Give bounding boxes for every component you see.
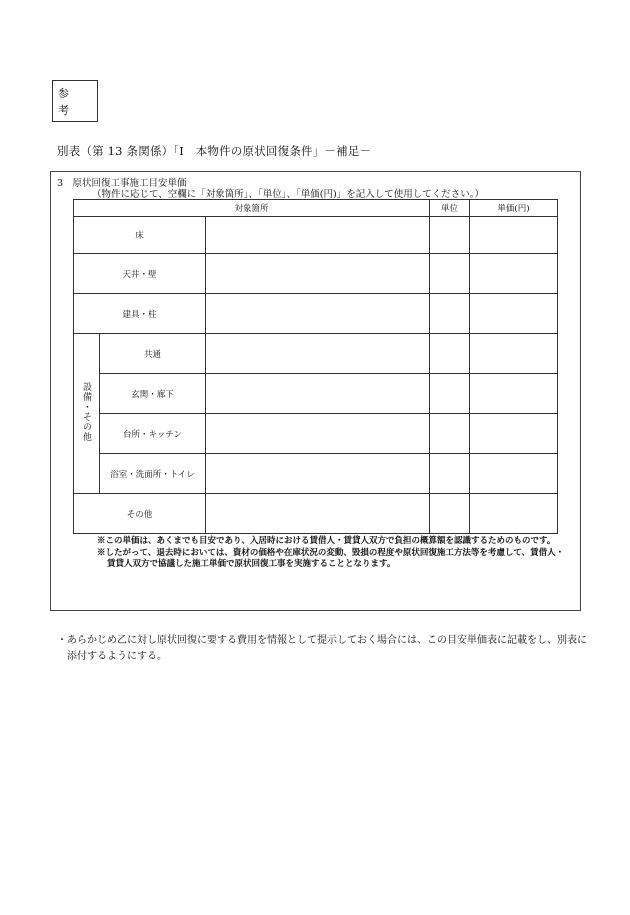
target-cell (206, 334, 430, 374)
table-row (74, 414, 558, 454)
row-label-entrance-hallway: 玄関・廊下 (100, 374, 206, 414)
row-label-bathroom: 浴室・洗面所・トイレ (100, 454, 206, 494)
price-cell (470, 334, 558, 374)
unit-cell (430, 494, 470, 534)
row-label-others: その他 (74, 494, 206, 534)
target-cell (206, 494, 430, 534)
document-title: 別表（第 13 条関係）「Ⅰ 本物件の原状回復条件」－補足－ (57, 144, 372, 158)
target-cell (206, 374, 430, 414)
target-cell (206, 414, 430, 454)
header-target: 対象箇所 (74, 200, 430, 217)
table-row (74, 334, 558, 374)
section-instruction: （物件に応じて、空欄に「対象箇所」、「単位」、「単価(円)」を記入して使用してください。） (92, 189, 484, 200)
table-row (74, 374, 558, 414)
target-cell (206, 254, 430, 294)
target-cell (206, 217, 430, 254)
table-notes (97, 536, 567, 571)
note-estimate: ※この単価は、あくまでも目安であり、入居時における賃借人・賃貸人双方で負担の概算額を認識するためのものです。 (97, 536, 556, 546)
price-cell (470, 294, 558, 334)
table-row (74, 254, 558, 294)
note-move-out: ※したがって、退去時においては、資材の価格や在庫状況の変動、毀損の程度や原状回復施工方法等を考慮して、賃借人・賃貸人双方で協議した施工単価で原状回復工事を実施することとなります。 (97, 548, 565, 569)
price-cell (470, 374, 558, 414)
target-cell (206, 294, 430, 334)
footer-note-text: ・あらかじめ乙に対し原状回復に要する費用を情報として提示しておく場合には、この目安単価表に記載をし、別表に添付するようにする。 (57, 635, 587, 662)
table-header-row (74, 200, 558, 217)
reference-label-2: 考 (58, 104, 69, 117)
row-label-kitchen: 台所・キッチン (100, 414, 206, 454)
price-cell (470, 414, 558, 454)
unit-cell (430, 454, 470, 494)
row-label-ceiling-wall: 天井・壁 (74, 254, 206, 294)
price-cell (470, 217, 558, 254)
target-cell (206, 454, 430, 494)
unit-cell (430, 254, 470, 294)
reference-box (52, 80, 98, 122)
table-row (74, 494, 558, 534)
table-row (74, 294, 558, 334)
price-cell (470, 494, 558, 534)
table-row (74, 217, 558, 254)
price-cell (470, 454, 558, 494)
header-unit: 単位 (430, 200, 470, 217)
row-label-fittings-pillar: 建具・柱 (74, 294, 206, 334)
table-row (74, 454, 558, 494)
equipment-group-label (74, 334, 100, 494)
unit-cell (430, 294, 470, 334)
footer-note (57, 633, 592, 665)
unit-cell (430, 414, 470, 454)
row-label-floor: 床 (74, 217, 206, 254)
equipment-group-text: 設備・その他 (81, 382, 91, 442)
row-label-common: 共通 (100, 334, 206, 374)
reference-label-1: 参 (58, 87, 69, 100)
header-price: 単価(円) (470, 200, 558, 217)
unit-cell (430, 217, 470, 254)
unit-price-table (73, 199, 558, 534)
price-cell (470, 254, 558, 294)
unit-cell (430, 374, 470, 414)
unit-cell (430, 334, 470, 374)
section-heading: 3 原状回復工事施工目安単価 (57, 178, 187, 189)
